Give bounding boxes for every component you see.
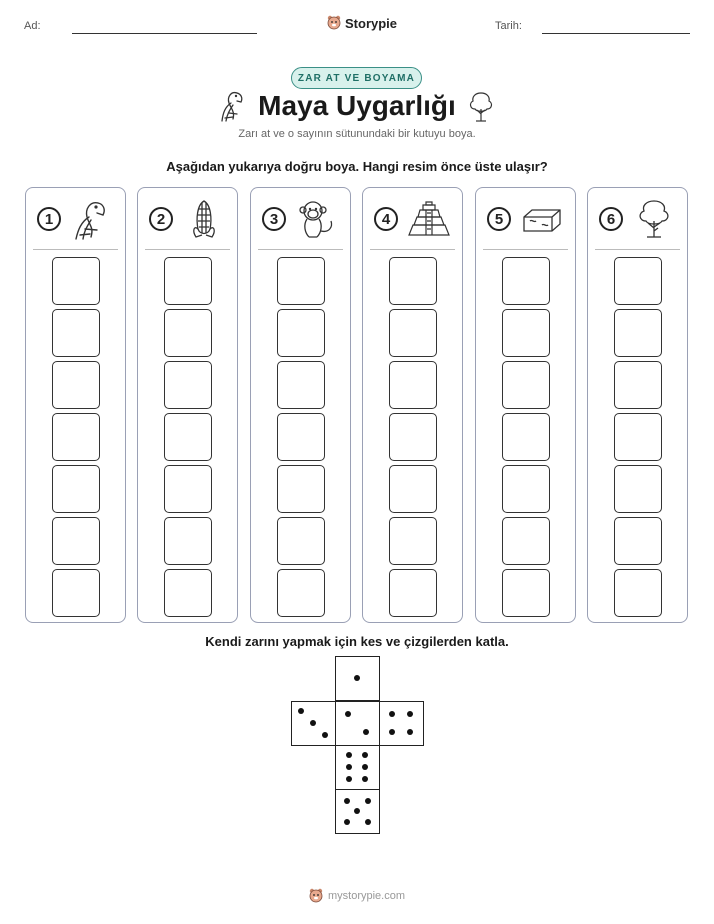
dice-pip bbox=[365, 819, 371, 825]
footer bbox=[0, 888, 714, 904]
corn-icon bbox=[182, 197, 226, 241]
dice-pip bbox=[365, 798, 371, 804]
monkey-icon bbox=[295, 197, 339, 241]
color-box[interactable] bbox=[614, 257, 662, 305]
color-box[interactable] bbox=[52, 361, 100, 409]
color-box[interactable] bbox=[164, 413, 212, 461]
column-5 bbox=[475, 187, 576, 623]
color-box[interactable] bbox=[277, 517, 325, 565]
dice-pip bbox=[354, 808, 360, 814]
color-box[interactable] bbox=[389, 309, 437, 357]
color-box[interactable] bbox=[52, 465, 100, 513]
name-line[interactable] bbox=[72, 33, 257, 34]
column-4 bbox=[362, 187, 463, 623]
footer-url[interactable]: mystorypie.com bbox=[327, 890, 406, 902]
color-box[interactable] bbox=[389, 517, 437, 565]
color-box[interactable] bbox=[277, 309, 325, 357]
dice-pip bbox=[345, 711, 351, 717]
color-box[interactable] bbox=[164, 465, 212, 513]
color-box[interactable] bbox=[52, 569, 100, 617]
color-box[interactable] bbox=[389, 361, 437, 409]
date-label: Tarih: bbox=[495, 20, 522, 32]
column-number: 1 bbox=[37, 207, 61, 231]
dice-pip bbox=[363, 729, 369, 735]
dice-pip bbox=[346, 776, 352, 782]
color-box[interactable] bbox=[164, 309, 212, 357]
dice-pip bbox=[362, 752, 368, 758]
color-box[interactable] bbox=[614, 413, 662, 461]
pyramid-icon bbox=[407, 197, 451, 241]
column-number: 2 bbox=[149, 207, 173, 231]
color-box[interactable] bbox=[502, 413, 550, 461]
column-divider bbox=[370, 249, 455, 250]
brand-name: Storypie bbox=[345, 15, 398, 31]
date-line[interactable] bbox=[542, 33, 690, 34]
color-box[interactable] bbox=[502, 465, 550, 513]
dice-pip bbox=[344, 798, 350, 804]
activity-badge: ZAR AT VE BOYAMA bbox=[291, 67, 422, 89]
dice-pip bbox=[310, 720, 316, 726]
dice-pip bbox=[407, 711, 413, 717]
column-instruction: Aşağıdan yukarıya doğru boya. Hangi resim önce üste ulaşır? bbox=[166, 159, 548, 174]
column-number: 6 bbox=[599, 207, 623, 231]
dice-face-2 bbox=[335, 701, 380, 746]
color-box[interactable] bbox=[502, 569, 550, 617]
color-box[interactable] bbox=[277, 361, 325, 409]
dice-pip bbox=[362, 776, 368, 782]
column-6 bbox=[587, 187, 688, 623]
column-1 bbox=[25, 187, 126, 623]
name-label: Ad: bbox=[24, 20, 41, 32]
color-box[interactable] bbox=[164, 257, 212, 305]
column-divider bbox=[595, 249, 680, 250]
color-box[interactable] bbox=[164, 517, 212, 565]
color-box[interactable] bbox=[389, 413, 437, 461]
color-box[interactable] bbox=[52, 413, 100, 461]
column-3 bbox=[250, 187, 351, 623]
color-box[interactable] bbox=[389, 465, 437, 513]
color-box[interactable] bbox=[277, 257, 325, 305]
color-box[interactable] bbox=[52, 517, 100, 565]
column-divider bbox=[145, 249, 230, 250]
dice-pip bbox=[322, 732, 328, 738]
column-number: 3 bbox=[262, 207, 286, 231]
column-divider bbox=[33, 249, 118, 250]
column-divider bbox=[483, 249, 568, 250]
color-box[interactable] bbox=[277, 413, 325, 461]
dice-pip bbox=[362, 764, 368, 770]
dice-pip bbox=[389, 711, 395, 717]
column-2 bbox=[137, 187, 238, 623]
color-box[interactable] bbox=[614, 517, 662, 565]
color-box[interactable] bbox=[502, 517, 550, 565]
color-box[interactable] bbox=[52, 257, 100, 305]
dice-instruction: Kendi zarını yapmak için kes ve çizgilerden katla. bbox=[205, 634, 509, 649]
column-number: 4 bbox=[374, 207, 398, 231]
stone-block-icon bbox=[520, 197, 564, 241]
brand-logo bbox=[327, 12, 397, 34]
tree-icon bbox=[467, 90, 495, 124]
color-box[interactable] bbox=[614, 361, 662, 409]
color-box[interactable] bbox=[164, 569, 212, 617]
dice-pip bbox=[344, 819, 350, 825]
color-box[interactable] bbox=[502, 361, 550, 409]
page-subtitle: Zarı at ve o sayının sütunundaki bir kutuyu boya. bbox=[238, 128, 476, 140]
column-divider bbox=[258, 249, 343, 250]
tree-icon bbox=[632, 197, 676, 241]
color-box[interactable] bbox=[389, 569, 437, 617]
dice-pip bbox=[346, 752, 352, 758]
color-box[interactable] bbox=[614, 569, 662, 617]
color-box[interactable] bbox=[502, 257, 550, 305]
column-number: 5 bbox=[487, 207, 511, 231]
color-box[interactable] bbox=[614, 465, 662, 513]
storypie-bear-icon bbox=[327, 15, 341, 31]
color-box[interactable] bbox=[52, 309, 100, 357]
color-box[interactable] bbox=[502, 309, 550, 357]
dice-face-1 bbox=[335, 656, 380, 701]
storypie-bear-icon bbox=[309, 888, 323, 904]
color-box[interactable] bbox=[277, 465, 325, 513]
dice-pip bbox=[346, 764, 352, 770]
dice-pip bbox=[407, 729, 413, 735]
color-box[interactable] bbox=[164, 361, 212, 409]
dice-pip bbox=[389, 729, 395, 735]
dice-face-5 bbox=[335, 789, 380, 834]
dice-pip bbox=[298, 708, 304, 714]
dice-face-3 bbox=[291, 701, 336, 746]
dice-face-4 bbox=[379, 701, 424, 746]
parrot-icon bbox=[70, 197, 114, 241]
color-box[interactable] bbox=[277, 569, 325, 617]
dice-pip bbox=[354, 675, 360, 681]
color-box[interactable] bbox=[614, 309, 662, 357]
page-title: Maya Uygarlığı bbox=[258, 90, 456, 121]
dice-face-6 bbox=[335, 745, 380, 790]
color-box[interactable] bbox=[389, 257, 437, 305]
